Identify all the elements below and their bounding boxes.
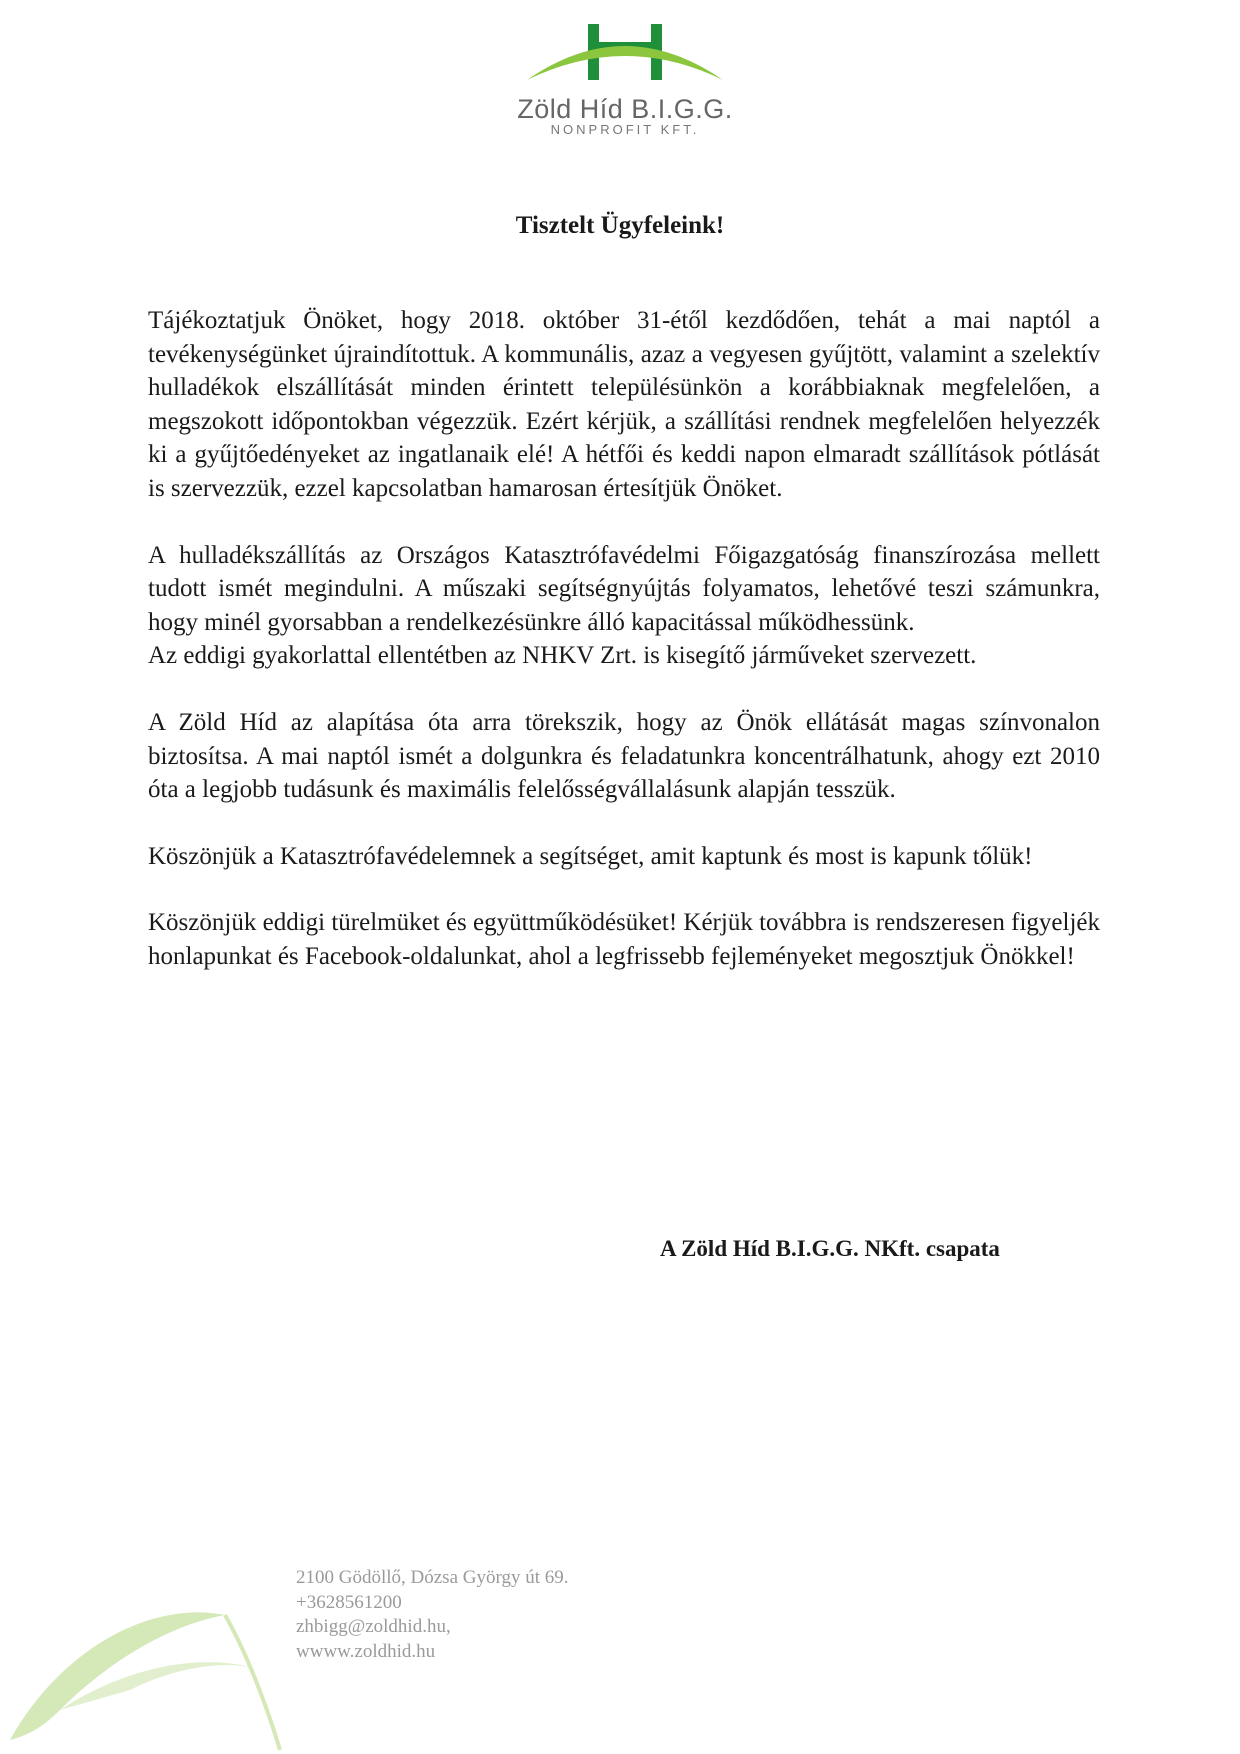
paragraph: Tájékoztatjuk Önöket, hogy 2018. október 31-étől kezdődően, tehát a mai naptól a tevékenységünket újraindítottuk. A kommunális, azaz a vegyesen gyűjtött, valamint a szelektív hulladékok elszállítását minden érintett településünkön a korábbiaknak megfelelően, a megszokott időpontokban végezzük. Ezért kérjük, a szállítási rendnek megfelelően helyezzék ki a gyűjtőedényeket az ingatlanaik elé! A hétfői és keddi napon elmaradt szállítások pótlását is szervezzük, ezzel kapcsolatban hamarosan értesítjük Önöket.: [148, 307, 1100, 502]
letter-body: [148, 304, 1100, 1007]
footer-address: 2100 Gödöllő, Dózsa György út 69.: [296, 1567, 569, 1588]
logo-subtitle: NONPROFIT KFT.: [550, 122, 700, 137]
paragraph: Az eddigi gyakorlattal ellentétben az NHKV Zrt. is kisegítő járműveket szervezett.: [148, 642, 977, 670]
company-logo: [505, 18, 745, 143]
footer-email[interactable]: zhbigg@zoldhid.hu,: [296, 1616, 451, 1637]
footer-phone: +3628561200: [296, 1591, 402, 1613]
logo-name: Zöld Híd B.I.G.G.: [517, 94, 733, 124]
paragraph: A Zöld Híd az alapítása óta arra törekszik, hogy az Önök ellátását magas színvonalon biztosítsa. A mai naptól ismét a dolgunkra és feladatunkra koncentrálhatunk, ahogy ezt 2010 óta a legjobb tudásunk és maximális felelősségvállalásunk alapján tesszük.: [148, 708, 1100, 804]
footer-contact: [296, 1566, 569, 1664]
paragraph: A hulladékszállítás az Országos Katasztrófavédelmi Főigazgatóság finanszírozása mellett tudott ismét megindulni. A műszaki segítségnyújtás folyamatos, lehetővé teszi számunkra, hogy minél gyorsabban a rendelkezésünkre álló kapacitással működhessünk.: [148, 541, 1100, 636]
leaf-decoration-icon: [0, 1560, 300, 1754]
signature: A Zöld Híd B.I.G.G. NKft. csapata: [660, 1236, 1000, 1261]
paragraph: Köszönjük eddigi türelmüket és együttműködésüket! Kérjük továbbra is rendszeresen figyeljék honlapunkat és Facebook-oldalunkat, ahol a legfrissebb fejleményeket megosztjuk Önökkel!: [148, 909, 1100, 970]
logo-h-bridge-icon: [505, 18, 745, 98]
paragraph: Köszönjük a Katasztrófavédelemnek a segítséget, amit kaptunk és most is kapunk tőlük!: [148, 842, 1033, 870]
footer-website[interactable]: wwww.zoldhid.hu: [296, 1640, 436, 1662]
letter-heading: Tisztelt Ügyfeleink!: [515, 212, 725, 239]
